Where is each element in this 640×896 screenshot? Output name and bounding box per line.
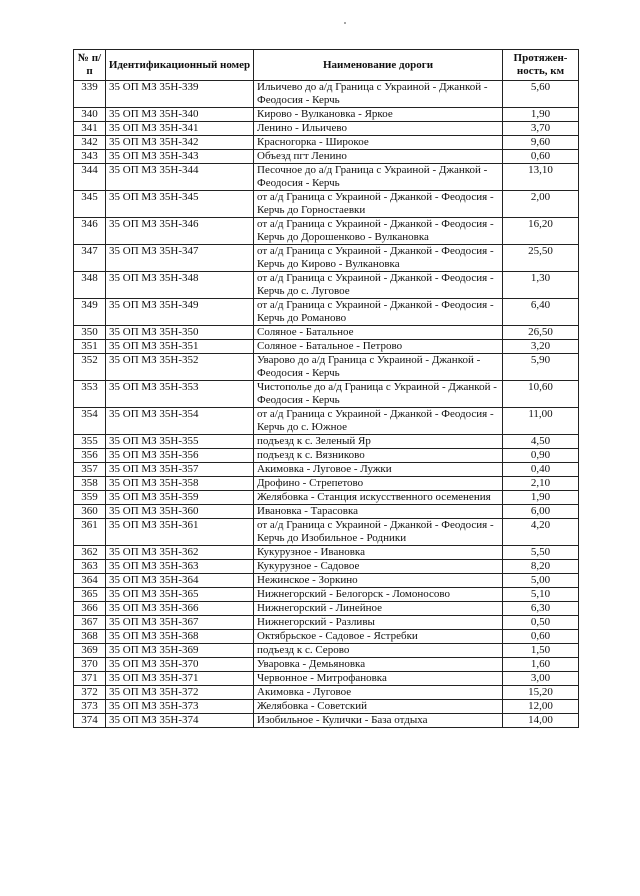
table-header <box>74 50 579 81</box>
road-name: Ивановка - Тарасовка <box>254 505 503 519</box>
row-number: 339 <box>74 81 106 108</box>
row-number: 371 <box>74 672 106 686</box>
road-length: 3,70 <box>503 122 579 136</box>
header-row <box>74 50 579 81</box>
road-id: 35 ОП МЗ 35Н-365 <box>106 588 254 602</box>
road-id: 35 ОП МЗ 35Н-374 <box>106 714 254 728</box>
row-number: 349 <box>74 299 106 326</box>
road-length: 6,40 <box>503 299 579 326</box>
row-number: 364 <box>74 574 106 588</box>
table-row <box>74 136 579 150</box>
road-name: Дрофино - Стрепетово <box>254 477 503 491</box>
table-row <box>74 326 579 340</box>
road-length: 2,00 <box>503 191 579 218</box>
header-length: Протяжен-ность, км <box>503 50 579 81</box>
road-id: 35 ОП МЗ 35Н-359 <box>106 491 254 505</box>
row-number: 354 <box>74 408 106 435</box>
row-number: 365 <box>74 588 106 602</box>
road-name: Уварово до а/д Граница с Украиной - Джанкой - Феодосия - Керчь <box>254 354 503 381</box>
row-number: 346 <box>74 218 106 245</box>
road-name: Нижнегорский - Линейное <box>254 602 503 616</box>
table-row <box>74 560 579 574</box>
road-name: Нижнегорский - Белогорск - Ломоносово <box>254 588 503 602</box>
table-row <box>74 463 579 477</box>
road-id: 35 ОП МЗ 35Н-342 <box>106 136 254 150</box>
road-name: Червонное - Митрофановка <box>254 672 503 686</box>
road-length: 1,90 <box>503 491 579 505</box>
road-length: 3,20 <box>503 340 579 354</box>
row-number: 344 <box>74 164 106 191</box>
road-name: от а/д Граница с Украиной - Джанкой - Феодосия - Керчь до с. Южное <box>254 408 503 435</box>
road-length: 0,50 <box>503 616 579 630</box>
road-name: Октябрьское - Садовое - Ястребки <box>254 630 503 644</box>
table-row <box>74 245 579 272</box>
road-name: Ильичево до а/д Граница с Украиной - Джанкой - Феодосия - Керчь <box>254 81 503 108</box>
road-length: 1,60 <box>503 658 579 672</box>
road-id: 35 ОП МЗ 35Н-370 <box>106 658 254 672</box>
table-row <box>74 272 579 299</box>
row-number: 348 <box>74 272 106 299</box>
road-name: подъезд к с. Вязниково <box>254 449 503 463</box>
road-id: 35 ОП МЗ 35Н-351 <box>106 340 254 354</box>
table-row <box>74 150 579 164</box>
road-name: Кирово - Вулкановка - Яркое <box>254 108 503 122</box>
table-row <box>74 340 579 354</box>
road-id: 35 ОП МЗ 35Н-349 <box>106 299 254 326</box>
road-id: 35 ОП МЗ 35Н-340 <box>106 108 254 122</box>
road-id: 35 ОП МЗ 35Н-356 <box>106 449 254 463</box>
row-number: 353 <box>74 381 106 408</box>
row-number: 340 <box>74 108 106 122</box>
row-number: 351 <box>74 340 106 354</box>
table-row <box>74 644 579 658</box>
road-name: Желябовка - Станция искусственного осеменения <box>254 491 503 505</box>
road-length: 25,50 <box>503 245 579 272</box>
table-row <box>74 108 579 122</box>
road-length: 9,60 <box>503 136 579 150</box>
table-row <box>74 686 579 700</box>
road-name: от а/д Граница с Украиной - Джанкой - Феодосия - Керчь до Горностаевки <box>254 191 503 218</box>
road-name: Соляное - Батальное - Петрово <box>254 340 503 354</box>
road-name: Акимовка - Луговое - Лужки <box>254 463 503 477</box>
row-number: 362 <box>74 546 106 560</box>
table-row <box>74 491 579 505</box>
road-id: 35 ОП МЗ 35Н-358 <box>106 477 254 491</box>
road-name: Кукурузное - Ивановка <box>254 546 503 560</box>
table-row <box>74 477 579 491</box>
row-number: 356 <box>74 449 106 463</box>
road-length: 5,50 <box>503 546 579 560</box>
table-row <box>74 672 579 686</box>
table-row <box>74 122 579 136</box>
road-length: 5,00 <box>503 574 579 588</box>
header-name: Наименование дороги <box>254 50 503 81</box>
table-row <box>74 191 579 218</box>
table-row <box>74 714 579 728</box>
table-row <box>74 700 579 714</box>
road-length: 4,50 <box>503 435 579 449</box>
road-length: 14,00 <box>503 714 579 728</box>
road-id: 35 ОП МЗ 35Н-346 <box>106 218 254 245</box>
road-id: 35 ОП МЗ 35Н-372 <box>106 686 254 700</box>
road-id: 35 ОП МЗ 35Н-366 <box>106 602 254 616</box>
table-row <box>74 616 579 630</box>
row-number: 347 <box>74 245 106 272</box>
road-length: 1,50 <box>503 644 579 658</box>
road-id: 35 ОП МЗ 35Н-353 <box>106 381 254 408</box>
road-name: подъезд к с. Зеленый Яр <box>254 435 503 449</box>
table-row <box>74 81 579 108</box>
table-row <box>74 408 579 435</box>
road-length: 0,90 <box>503 449 579 463</box>
road-length: 6,30 <box>503 602 579 616</box>
road-length: 1,30 <box>503 272 579 299</box>
road-id: 35 ОП МЗ 35Н-348 <box>106 272 254 299</box>
road-name: Соляное - Батальное <box>254 326 503 340</box>
road-name: от а/д Граница с Украиной - Джанкой - Феодосия - Керчь до Кирово - Вулкановка <box>254 245 503 272</box>
row-number: 367 <box>74 616 106 630</box>
row-number: 369 <box>74 644 106 658</box>
scan-speck <box>344 22 346 24</box>
row-number: 343 <box>74 150 106 164</box>
road-id: 35 ОП МЗ 35Н-367 <box>106 616 254 630</box>
road-length: 1,90 <box>503 108 579 122</box>
road-length: 13,10 <box>503 164 579 191</box>
row-number: 368 <box>74 630 106 644</box>
road-id: 35 ОП МЗ 35Н-355 <box>106 435 254 449</box>
row-number: 355 <box>74 435 106 449</box>
road-length: 15,20 <box>503 686 579 700</box>
road-id: 35 ОП МЗ 35Н-368 <box>106 630 254 644</box>
table-row <box>74 299 579 326</box>
road-name: Ленино - Ильичево <box>254 122 503 136</box>
table-row <box>74 505 579 519</box>
road-id: 35 ОП МЗ 35Н-363 <box>106 560 254 574</box>
road-name: Объезд пгт Ленино <box>254 150 503 164</box>
road-name: Нежинское - Зоркино <box>254 574 503 588</box>
road-name: подъезд к с. Серово <box>254 644 503 658</box>
table-row <box>74 449 579 463</box>
table-row <box>74 435 579 449</box>
road-name: Песочное до а/д Граница с Украиной - Джанкой - Феодосия - Керчь <box>254 164 503 191</box>
road-length: 4,20 <box>503 519 579 546</box>
road-name: Акимовка - Луговое <box>254 686 503 700</box>
road-name: Желябовка - Советский <box>254 700 503 714</box>
row-number: 341 <box>74 122 106 136</box>
table-row <box>74 164 579 191</box>
road-id: 35 ОП МЗ 35Н-361 <box>106 519 254 546</box>
road-id: 35 ОП МЗ 35Н-371 <box>106 672 254 686</box>
table-body <box>74 81 579 728</box>
road-length: 0,40 <box>503 463 579 477</box>
road-length: 5,60 <box>503 81 579 108</box>
table-row <box>74 574 579 588</box>
table-row <box>74 658 579 672</box>
road-id: 35 ОП МЗ 35Н-357 <box>106 463 254 477</box>
road-name: от а/д Граница с Украиной - Джанкой - Феодосия - Керчь до Романово <box>254 299 503 326</box>
road-id: 35 ОП МЗ 35Н-347 <box>106 245 254 272</box>
road-id: 35 ОП МЗ 35Н-369 <box>106 644 254 658</box>
road-id: 35 ОП МЗ 35Н-345 <box>106 191 254 218</box>
row-number: 361 <box>74 519 106 546</box>
road-id: 35 ОП МЗ 35Н-343 <box>106 150 254 164</box>
road-length: 8,20 <box>503 560 579 574</box>
row-number: 373 <box>74 700 106 714</box>
road-length: 10,60 <box>503 381 579 408</box>
row-number: 360 <box>74 505 106 519</box>
row-number: 372 <box>74 686 106 700</box>
road-id: 35 ОП МЗ 35Н-362 <box>106 546 254 560</box>
row-number: 357 <box>74 463 106 477</box>
road-name: от а/д Граница с Украиной - Джанкой - Феодосия - Керчь до Дорошенково - Вулкановка <box>254 218 503 245</box>
row-number: 345 <box>74 191 106 218</box>
road-length: 0,60 <box>503 150 579 164</box>
road-length: 2,10 <box>503 477 579 491</box>
road-length: 0,60 <box>503 630 579 644</box>
road-id: 35 ОП МЗ 35Н-341 <box>106 122 254 136</box>
row-number: 359 <box>74 491 106 505</box>
road-name: Кукурузное - Садовое <box>254 560 503 574</box>
road-id: 35 ОП МЗ 35Н-360 <box>106 505 254 519</box>
road-id: 35 ОП МЗ 35Н-344 <box>106 164 254 191</box>
road-id: 35 ОП МЗ 35Н-352 <box>106 354 254 381</box>
road-id: 35 ОП МЗ 35Н-373 <box>106 700 254 714</box>
road-id: 35 ОП МЗ 35Н-354 <box>106 408 254 435</box>
road-name: от а/д Граница с Украиной - Джанкой - Феодосия - Керчь до Изобильное - Родники <box>254 519 503 546</box>
row-number: 370 <box>74 658 106 672</box>
road-length: 11,00 <box>503 408 579 435</box>
row-number: 350 <box>74 326 106 340</box>
road-length: 5,10 <box>503 588 579 602</box>
row-number: 366 <box>74 602 106 616</box>
road-length: 3,00 <box>503 672 579 686</box>
table-row <box>74 519 579 546</box>
road-length: 5,90 <box>503 354 579 381</box>
road-id: 35 ОП МЗ 35Н-350 <box>106 326 254 340</box>
road-id: 35 ОП МЗ 35Н-339 <box>106 81 254 108</box>
table-row <box>74 630 579 644</box>
header-id: Идентификационный номер <box>106 50 254 81</box>
road-id: 35 ОП МЗ 35Н-364 <box>106 574 254 588</box>
row-number: 358 <box>74 477 106 491</box>
road-name: Чистополье до а/д Граница с Украиной - Джанкой - Феодосия - Керчь <box>254 381 503 408</box>
table-row <box>74 218 579 245</box>
road-name: Изобильное - Кулички - База отдыха <box>254 714 503 728</box>
road-length: 6,00 <box>503 505 579 519</box>
row-number: 363 <box>74 560 106 574</box>
row-number: 342 <box>74 136 106 150</box>
road-length: 16,20 <box>503 218 579 245</box>
road-name: от а/д Граница с Украиной - Джанкой - Феодосия - Керчь до с. Луговое <box>254 272 503 299</box>
table-row <box>74 354 579 381</box>
row-number: 374 <box>74 714 106 728</box>
roads-table <box>73 49 579 728</box>
road-name: Уваровка - Демьяновка <box>254 658 503 672</box>
road-length: 26,50 <box>503 326 579 340</box>
road-length: 12,00 <box>503 700 579 714</box>
road-name: Нижнегорский - Разливы <box>254 616 503 630</box>
table-row <box>74 381 579 408</box>
header-num: № п/п <box>74 50 106 81</box>
row-number: 352 <box>74 354 106 381</box>
table-row <box>74 546 579 560</box>
road-name: Красногорка - Широкое <box>254 136 503 150</box>
table-row <box>74 602 579 616</box>
table-row <box>74 588 579 602</box>
